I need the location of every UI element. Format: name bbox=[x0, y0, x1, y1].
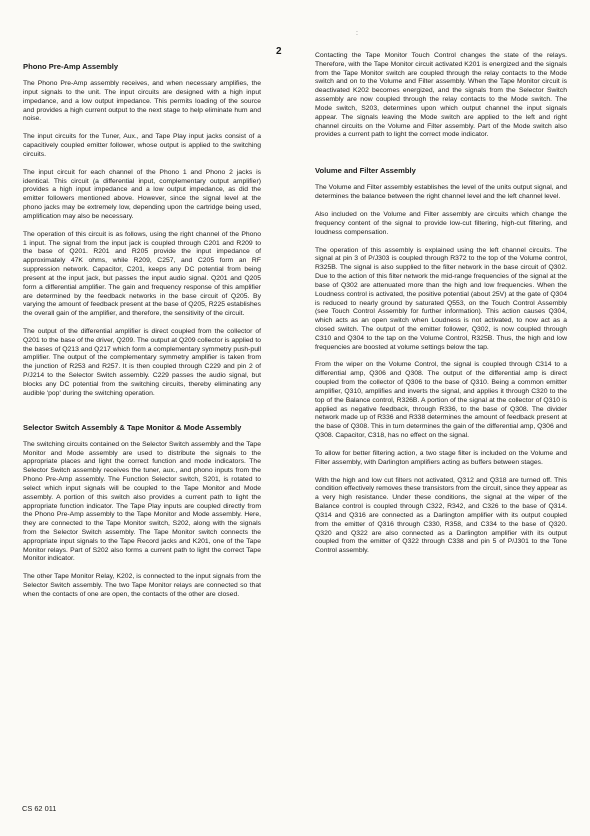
paragraph: The operation of this circuit is as follows, using the right channel of the Phono 1 input. The signal from the input jack is coupled through C201 and R209 to the base of Q201. R201 and R205 provide the input impedance of approximately 47K ohms, while R209, C257, and C205 form an RF suppression network. Capacitor, C201, keeps any DC potential from being present at the input jack, but passes the input audio signal. Q201 and Q205 form a differential amplifier. The gain and frequency response of this amplifier are determined by the feedback networks in the base circuit of Q205. By varying the amount of feedback present at the base of Q205, R225 establishes the overall gain of the amplifier, and therefore, the sensitivity of the circuit. bbox=[23, 230, 261, 318]
paragraph: The input circuit for each channel of the Phono 1 and Phono 2 jacks is identical. This circuit (a differential input, complementary output amplifier) provides a high input impedance and a low output impedance, as did the emitter followers mentioned above. However, since the signal level at the phono jacks may be extremely low, depending upon the cartridge being used, amplification may also be necessary. bbox=[23, 168, 261, 220]
paragraph: Contacting the Tape Monitor Touch Control changes the state of the relays. Therefore, with the Tape Monitor circuit activated K201 is energized and the signals from the Tape Monitor switch are coupled through the relay contacts to the Mode switch and on to the Volume and Filter assembly. When the Tape Monitor circuit is deactivated K202 becomes energized, and the signals from the Selector Switch assembly are now coupled through the relay contacts to the Mode switch. The Mode switch, S203, determines upon which output channel the input signals appear. The signals leaving the Mode switch are applied to the left and right channel circuits on the Volume and Filter assembly. Part of the Mode switch also provides a current path to light the correct mode indicator. bbox=[315, 52, 567, 139]
document-code: CS 62 011 bbox=[22, 804, 57, 813]
paragraph: The operation of this assembly is explained using the left channel circuits. The signal at pin 3 of P/J303 is coupled through R372 to the top of the Volume control, R325B. The signal is also supplied to the filter network in the base circuit of Q302. Due to the action of this filter network the mid-range frequencies of the signal at the base of Q302 are attenuated more than the high and low frequencies. When the Loudness control is activated, the positive potential (about 25V) at the gate of Q304 is reduced to nearly ground by saturated Q553, on the Touch Control Assembly (see Touch Control Assembly for further information). This action causes Q304, which acts as an open switch when Loudness is not activated, to now act as a closed switch. The output of the emitter follower, Q302, is now coupled through C310 and Q304 to the tap on the Volume Control, R325B. Thus, the high and low frequencies are boosted at volume settings below the tap. bbox=[315, 246, 567, 351]
paragraph: To allow for better filtering action, a two stage filter is included on the Volume and Filter assembly, with Darlington amplifiers acting as buffers between stages. bbox=[315, 449, 567, 466]
right-column bbox=[315, 52, 567, 565]
page-number: 2 bbox=[276, 46, 282, 57]
left-column bbox=[23, 62, 261, 609]
paragraph: The Phono Pre-Amp assembly receives, and when necessary amplifies, the input signals to the unit. The input circuits are designed with a high input impedance, and a low output impedance. This permits loading of the source and provides a high current output to the next stage to help eliminate hum and noise. bbox=[23, 80, 261, 123]
section-heading-volume: Volume and Filter Assembly bbox=[315, 166, 416, 176]
section-heading-phono: Phono Pre-Amp Assembly bbox=[23, 62, 119, 71]
paragraph: The input circuits for the Tuner, Aux., and Tape Play input jacks consist of a capacitively coupled emitter follower, whose output is applied to the switching circuits. bbox=[23, 133, 261, 158]
paragraph: Also included on the Volume and Filter assembly are circuits which change the frequency content of the signal to provide low-cut filtering, high-cut filtering, and loudness compensation. bbox=[315, 211, 567, 236]
paragraph: With the high and low cut filters not activated, Q312 and Q318 are turned off. This condition effectively removes these transistors from the circuit, since they appear as a very high resistance. Under these conditions, the signal at the wiper of the Balance control is coupled through C322, R342, and C326 to the base of Q314. Q314 and Q316 are connected as a Darlington amplifier with its output coupled from the emitter of Q316 through C330, R358, and C334 to the base of Q320. Q320 and Q322 are also connected as a Darlington amplifier with its output coupled from the emitter of Q322 through C338 and pin 5 of P/J301 to the Tone Control assembly. bbox=[315, 476, 567, 555]
paragraph: The Volume and Filter assembly establishes the level of the units output signal, and determines the balance between the right channel level and the left channel level. bbox=[315, 184, 567, 201]
paragraph: The other Tape Monitor Relay, K202, is connected to the input signals from the Selector Switch assembly. The two Tape Monitor relays are connected so that when the contacts of one are open, the contacts of the other are closed. bbox=[23, 573, 261, 598]
paragraph: The switching circuits contained on the Selector Switch assembly and the Tape Monitor and Mode assembly are used to distribute the signals to the appropriate places and light the correct function and mode indicators. The Selector Switch assembly receives the tuner, aux., and phono inputs from the Phono Pre-Amp assembly. The Function Selector switch, S201, is rotated to select which input signals will be coupled to the Tape Monitor and Mode assembly. A portion of this switch also provides a current path to light the appropriate function indicator. The Tape Play inputs are coupled directly from the Phono Pre-Amp assembly to the Tape Monitor and Mode assembly. Here, they are connected to the Tape Monitor switch, S202, along with the signals from the Selector Switch assembly. The Tape Monitor switch connects the appropriate input signals to the Tape Record jacks and K201, one of the Tape Monitor relays. Part of S202 also forms a current path to light the correct Tape Monitor indicator. bbox=[23, 440, 261, 563]
paragraph: The output of the differential amplifier is direct coupled from the collector of Q201 to the base of the driver, Q209. The output at Q209 collector is applied to the bases of Q213 and Q217 which form a complementary symmetry push-pull amplifier. The output of the complementary symmetry amplifier is taken from the junction of R253 and R257. It is then coupled through C229 and pin 2 of P/J214 to the Selector Switch assembly. C229 passes the audio signal, but blocks any DC potential from the switching circuits, thereby eliminating any audible 'pop' during the switching operation. bbox=[23, 327, 261, 397]
top-mark: : bbox=[356, 30, 358, 37]
paragraph: From the wiper on the Volume Control, the signal is coupled through C314 to a differential amp, Q306 and Q308. The output of the differential amp is direct coupled from the collector of Q306 to the base of Q310. Being a common emitter amplifier, Q310, amplifies and inverts the signal, and applies it through C320 to the top of the Balance control, R326B. A portion of the signal at the collector of Q310 is applied as negative feedback, through R336, to the base of Q308. The divider network made up of R336 and R338 determines the amount of feedback present at the base of Q308. This in turn determines the gain of the differential amp, Q306 and Q308. Capacitor, C318, has no effect on the signal. bbox=[315, 361, 567, 440]
section-heading-selector: Selector Switch Assembly & Tape Monitor & Mode Assembly bbox=[23, 422, 242, 432]
